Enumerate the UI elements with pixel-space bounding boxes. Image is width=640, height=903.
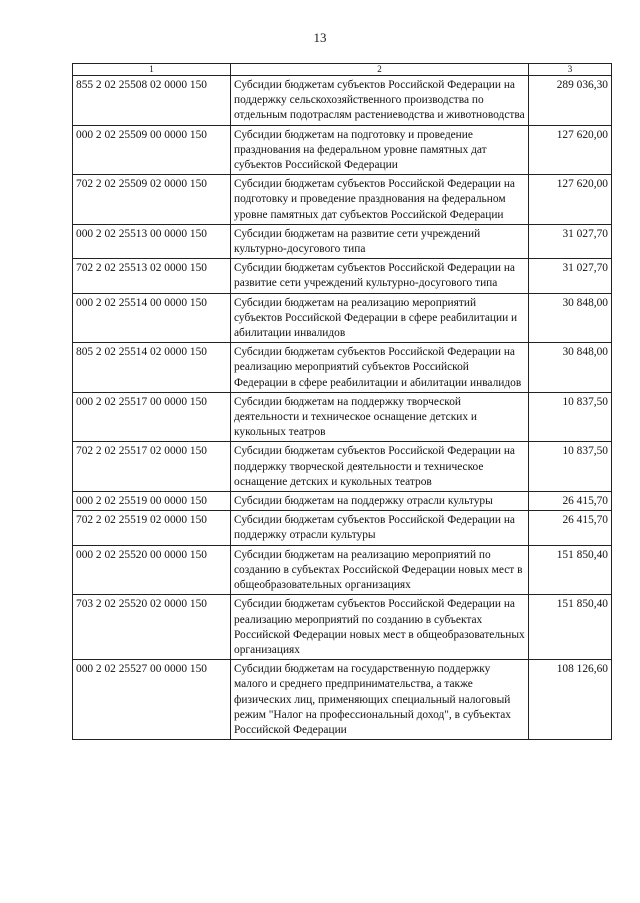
item-name: Субсидии бюджетам на реализацию мероприятий субъектов Российской Федерации в сфере реабилитации и абилитации инвалидов <box>231 293 529 343</box>
table-row <box>73 76 612 126</box>
item-name: Субсидии бюджетам субъектов Российской Федерации на реализацию мероприятий по созданию в субъектах Российской Федерации новых мест в общеобразовательных организациях <box>231 595 529 660</box>
item-name: Субсидии бюджетам субъектов Российской Федерации на развитие сети учреждений культурно-досугового типа <box>231 259 529 293</box>
item-name: Субсидии бюджетам на поддержку творческой деятельности и техническое оснащение детских и кукольных театров <box>231 392 529 442</box>
amount: 26 415,70 <box>529 511 612 545</box>
amount: 30 848,00 <box>529 343 612 393</box>
item-name: Субсидии бюджетам на государственную поддержку малого и среднего предпринимательства, а также физических лиц, применяющих специальный налоговый режим "Налог на профессиональный доход", в субъектах Российской Федерации <box>231 660 529 740</box>
table-row <box>73 660 612 740</box>
budget-code: 000 2 02 25509 00 0000 150 <box>73 125 231 175</box>
table-row <box>73 224 612 258</box>
budget-code: 000 2 02 25519 00 0000 150 <box>73 492 231 511</box>
item-name: Субсидии бюджетам субъектов Российской Федерации на поддержку отрасли культуры <box>231 511 529 545</box>
amount: 289 036,30 <box>529 76 612 126</box>
table-row <box>73 511 612 545</box>
page-number: 13 <box>313 30 327 45</box>
amount: 151 850,40 <box>529 595 612 660</box>
table-row <box>73 595 612 660</box>
budget-code: 702 2 02 25513 02 0000 150 <box>73 259 231 293</box>
budget-code: 805 2 02 25514 02 0000 150 <box>73 343 231 393</box>
column-header-name: 2 <box>231 64 529 76</box>
amount: 108 126,60 <box>529 660 612 740</box>
budget-code: 000 2 02 25527 00 0000 150 <box>73 660 231 740</box>
table-row <box>73 492 612 511</box>
table-row <box>73 293 612 343</box>
item-name: Субсидии бюджетам субъектов Российской Федерации на подготовку и проведение празднования на федеральном уровне памятных дат субъектов Российской Федерации <box>231 175 529 225</box>
column-header-code: 1 <box>73 64 231 76</box>
table-row <box>73 343 612 393</box>
amount: 31 027,70 <box>529 224 612 258</box>
amount: 127 620,00 <box>529 175 612 225</box>
item-name: Субсидии бюджетам субъектов Российской Федерации на поддержку сельскохозяйственного производства по отдельным подотраслям растениеводства и животноводства <box>231 76 529 126</box>
table-row <box>73 175 612 225</box>
budget-code: 000 2 02 25513 00 0000 150 <box>73 224 231 258</box>
budget-code: 855 2 02 25508 02 0000 150 <box>73 76 231 126</box>
item-name: Субсидии бюджетам субъектов Российской Федерации на поддержку творческой деятельности и техническое оснащение детских и кукольных театров <box>231 442 529 492</box>
amount: 127 620,00 <box>529 125 612 175</box>
table-row <box>73 259 612 293</box>
table-row <box>73 125 612 175</box>
budget-code: 702 2 02 25517 02 0000 150 <box>73 442 231 492</box>
item-name: Субсидии бюджетам на поддержку отрасли культуры <box>231 492 529 511</box>
amount: 31 027,70 <box>529 259 612 293</box>
budget-code: 703 2 02 25520 02 0000 150 <box>73 595 231 660</box>
budget-table <box>72 63 612 740</box>
table-row <box>73 442 612 492</box>
amount: 26 415,70 <box>529 492 612 511</box>
budget-code: 000 2 02 25520 00 0000 150 <box>73 545 231 595</box>
amount: 10 837,50 <box>529 392 612 442</box>
budget-code: 000 2 02 25517 00 0000 150 <box>73 392 231 442</box>
budget-code: 000 2 02 25514 00 0000 150 <box>73 293 231 343</box>
column-header-amount: 3 <box>529 64 612 76</box>
budget-code: 702 2 02 25519 02 0000 150 <box>73 511 231 545</box>
item-name: Субсидии бюджетам на развитие сети учреждений культурно-досугового типа <box>231 224 529 258</box>
amount: 30 848,00 <box>529 293 612 343</box>
budget-code: 702 2 02 25509 02 0000 150 <box>73 175 231 225</box>
table-row <box>73 545 612 595</box>
item-name: Субсидии бюджетам субъектов Российской Федерации на реализацию мероприятий субъектов Российской Федерации в сфере реабилитации и абилитации инвалидов <box>231 343 529 393</box>
table-row <box>73 392 612 442</box>
amount: 151 850,40 <box>529 545 612 595</box>
table-header-row <box>73 64 612 76</box>
amount: 10 837,50 <box>529 442 612 492</box>
item-name: Субсидии бюджетам на подготовку и проведение празднования на федеральном уровне памятных дат субъектов Российской Федерации <box>231 125 529 175</box>
item-name: Субсидии бюджетам на реализацию мероприятий по созданию в субъектах Российской Федерации новых мест в общеобразовательных организациях <box>231 545 529 595</box>
